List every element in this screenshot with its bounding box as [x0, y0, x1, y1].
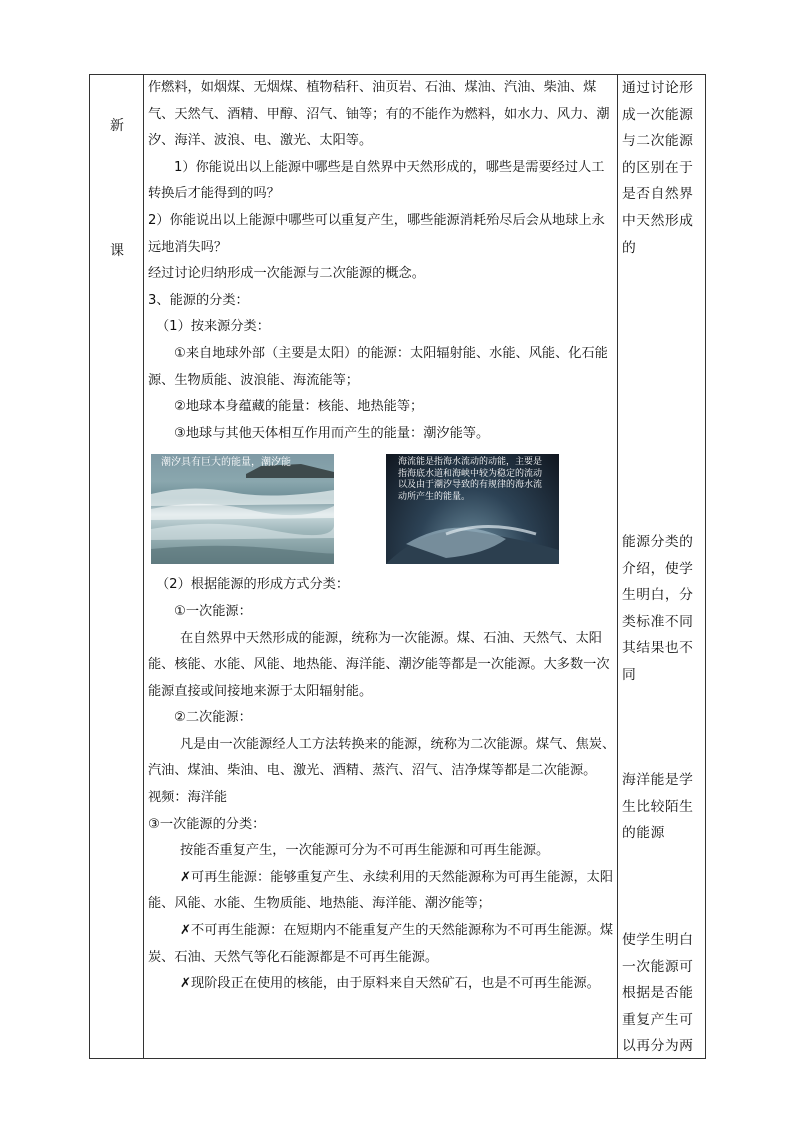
- primary-classification-title: ③一次能源的分类：: [148, 816, 266, 832]
- tidal-wave-image: [151, 454, 334, 564]
- question-1: 1）你能说出以上能源中哪些是自然界中天然形成的，哪些是需要经过人工转换后才能得到的吗？: [148, 159, 605, 202]
- secondary-energy-text: 凡是由一次能源经人工方法转换来的能源，统称为二次能源。煤气、焦炭、汽油、煤油、柴油、电、激光、酒精、蒸汽、沼气、洁净煤等都是二次能源。: [148, 736, 616, 779]
- primary-energy-text: 在自然界中天然形成的能源，统称为一次能源。煤、石油、天然气、太阳能、核能、水能、风能、地热能、海洋能、潮汐能等都是一次能源。大多数一次能源直接或间接地来源于太阳辐射能。: [148, 630, 610, 699]
- ocean-image-caption: 海流能是指海水流动的动能，主要是指海底水道和海峡中较为稳定的流动以及由于潮汐导致的有规律的海水流动所产生的能量。: [398, 457, 543, 502]
- source-item-3: ③地球与其他天体相互作用而产生的能量：潮汐能等。: [174, 425, 490, 441]
- primary-classification-text: 按能否重复产生，一次能源可分为不可再生能源和可再生能源。: [180, 843, 550, 859]
- side-note-1: 通过讨论形成一次能源与二次能源的区别在于是否自然界中天然形成的: [622, 80, 694, 256]
- column-divider-right: [617, 75, 618, 1058]
- video-label: 视频：海洋能: [148, 790, 228, 806]
- section-char-1: 新: [110, 118, 124, 134]
- tidal-wave-graphic: [151, 454, 334, 564]
- image-row: [148, 449, 616, 569]
- source-item-2: ②地球本身蕴藏的能量：核能、地热能等；: [174, 399, 424, 415]
- nonrenewable-energy-text: ✗不可再生能源：在短期内不能重复产生的天然能源称为不可再生能源。煤炭、石油、天然气等化石能源都是不可再生能源。: [148, 923, 614, 965]
- lesson-table: [89, 74, 706, 1059]
- renewable-energy-text: ✗可再生能源：能够重复产生、永续利用的天然能源称为可再生能源，太阳能、风能、水能、生物质能、地热能、海洋能、潮汐能等；: [148, 869, 614, 912]
- source-item-1: ①来自地球外部（主要是太阳）的能源：太阳辐射能、水能、风能、化石能源、生物质能、波浪能、海流能等；: [148, 345, 608, 388]
- ocean-current-image: [386, 454, 559, 564]
- section-char-2: 课: [110, 243, 124, 259]
- summary-text: 经过讨论归纳形成一次能源与二次能源的概念。: [148, 266, 425, 282]
- main-content: [148, 75, 616, 998]
- nuclear-energy-text: ✗现阶段正在使用的核能，由于原料来自天然矿石，也是不可再生能源。: [180, 976, 600, 992]
- classification-heading: 3、能源的分类：: [148, 292, 249, 308]
- fuel-paragraph: 作燃料，如烟煤、无烟煤、植物秸秆、油页岩、石油、煤油、汽油、柴油、煤气、天然气、酒精、甲醇、沼气、铀等；有的不能作为燃料，如水力、风力、潮汐、海洋、波浪、电、激光、太阳等。: [148, 80, 610, 149]
- secondary-energy-title: ②二次能源：: [174, 710, 252, 726]
- question-2: 2）你能说出以上能源中哪些可以重复产生，哪些能源消耗殆尽后会从地球上永远地消失吗？: [148, 212, 605, 255]
- section-label-column: [90, 75, 144, 1058]
- side-note-3: 海洋能是学生比较陌生的能源: [622, 772, 694, 842]
- tidal-image-caption: 潮汐具有巨大的能量，潮汐能: [161, 457, 291, 469]
- by-source-heading: （1）按来源分类：: [156, 319, 270, 335]
- primary-energy-title: ①一次能源：: [174, 603, 252, 619]
- side-note-4: 使学生明白一次能源可根据是否能重复产生可以再分为两: [622, 932, 694, 1055]
- by-formation-heading: （2）根据能源的形成方式分类：: [156, 577, 350, 593]
- side-note-2: 能源分类的介绍，使学生明白，分类标准不同其结果也不同: [622, 534, 694, 683]
